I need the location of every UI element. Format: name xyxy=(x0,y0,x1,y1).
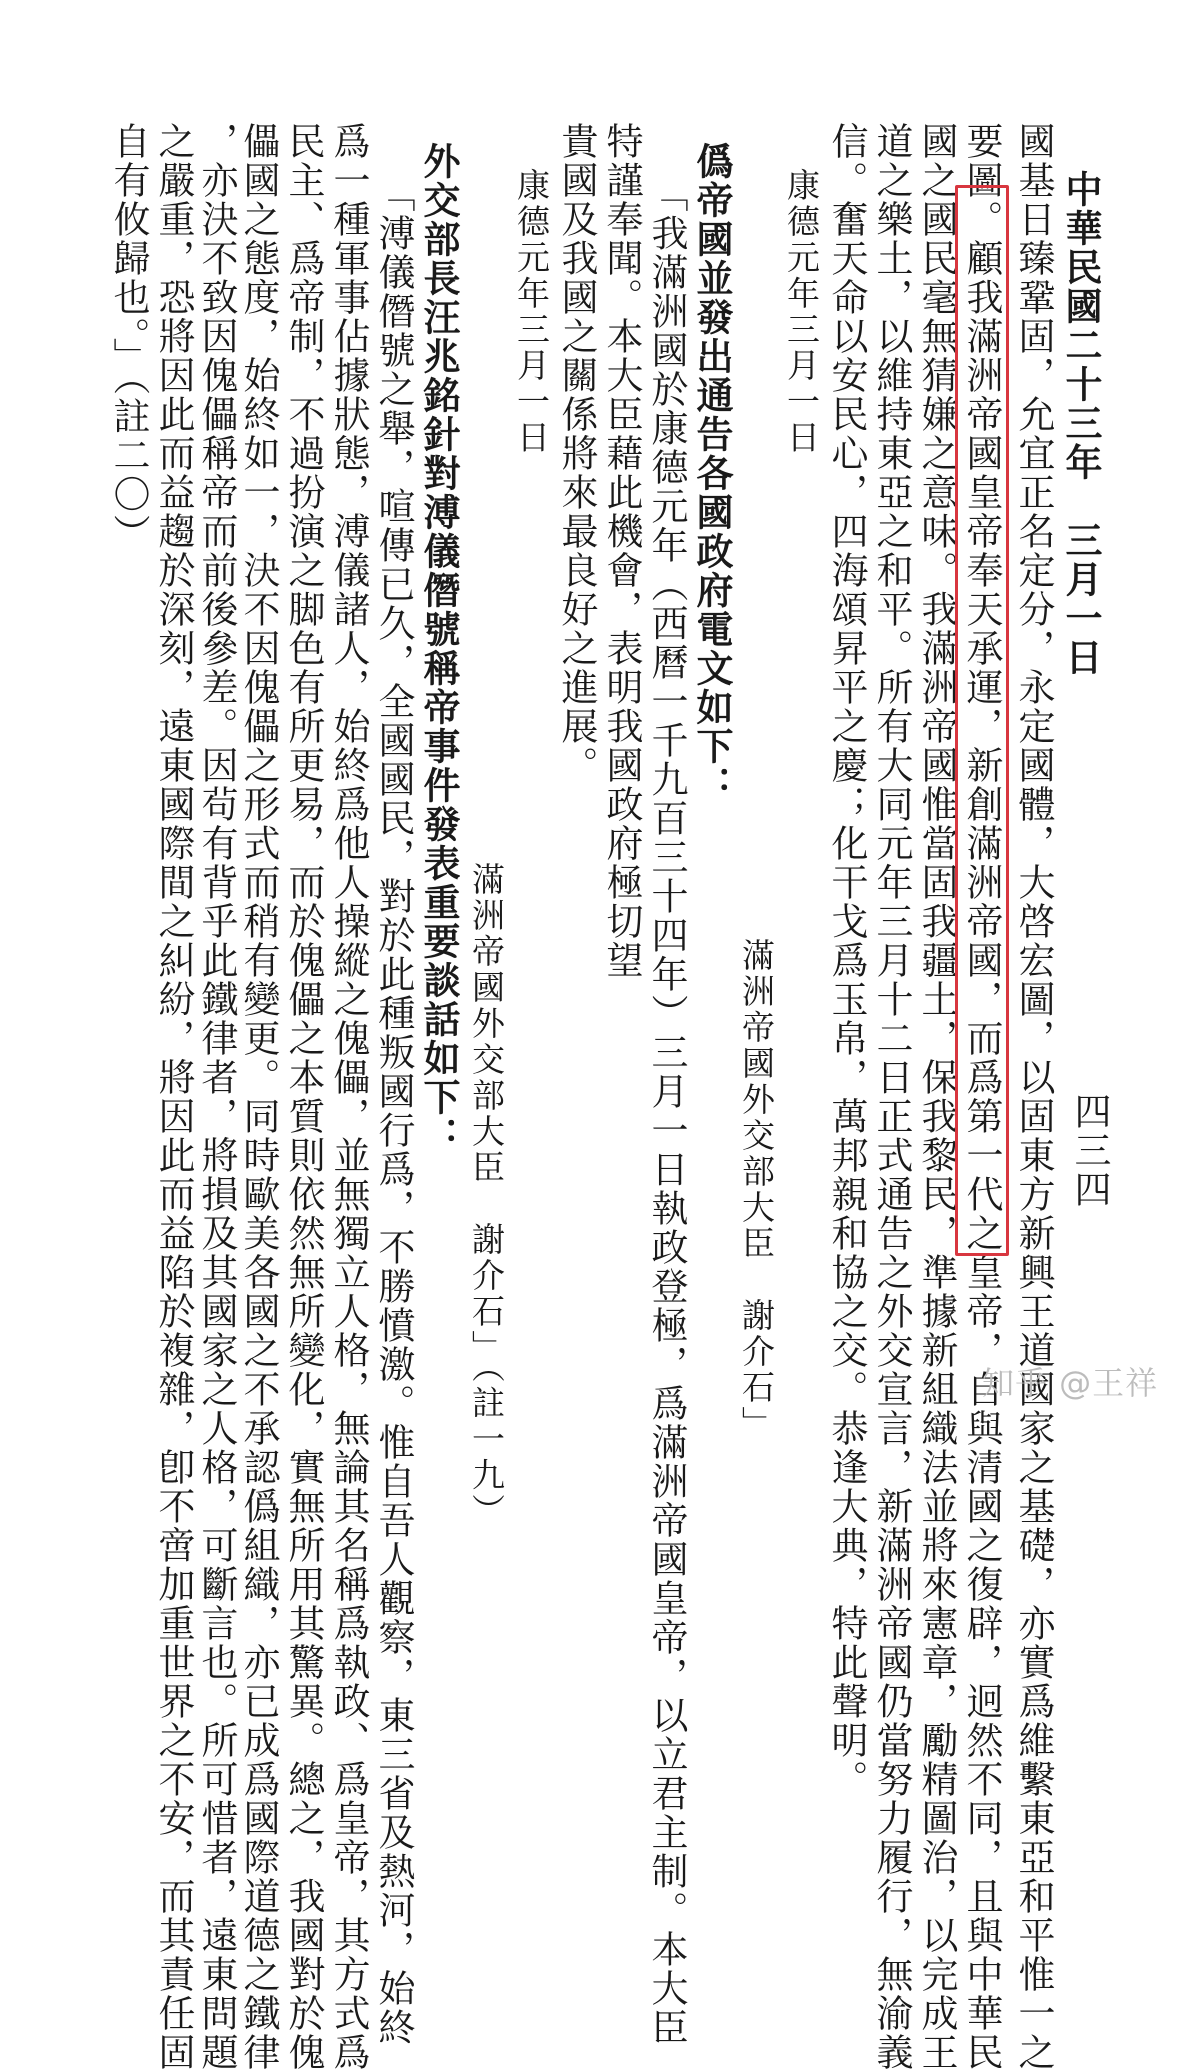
section1-signature: 滿洲帝國外交部大臣 謝介石」 xyxy=(737,938,776,1442)
section2-line-1: 「我滿洲國於康德元年（西曆一千九百三十四年）三月一日執政登極，爲滿洲帝國皇帝，以立君主制。本大臣 xyxy=(645,175,688,2047)
section2-line-3: 貴國及我國之關係將來最良好之進展。 xyxy=(555,122,598,785)
text-line-3: 國之國民毫無猜嫌之意味。我滿洲帝國惟當固我疆土，保我黎民，準據新組織法並將來憲章，勵精圖治，以完成王 xyxy=(915,122,958,2072)
highlight-box xyxy=(955,185,1009,1256)
watermark: 知乎 @王祥 xyxy=(982,1364,1159,1402)
section3-line-6: 之嚴重，恐將因此而益趨於深刻，遠東國際間之糾紛，將因此而益陷於複雜，卽不啻加重世界之不安，而其責任固 xyxy=(152,122,195,2072)
section3-line-3: 民主、爲帝制，不過扮演之脚色有所更易，而於傀儡之本質則依然無所變化，實無所用其驚異。總之，我國對於傀 xyxy=(282,122,325,2072)
section2-heading: 僞帝國並發出通告各國政府電文如下： xyxy=(690,142,734,805)
text-line-2: 要圖。顧我滿洲帝國皇帝奉天承運，新創滿洲帝國，而爲第一代之皇帝，自與清國之復辟，迥然不同，且與中華民 xyxy=(960,122,1003,2072)
section3-line-4: 儡國之態度，始終如一，決不因傀儡之形式而稍有變更。同時歐美各國之不承認僞組織，亦已成爲國際道德之鐵律 xyxy=(237,122,280,2072)
text-line-1: 國基日臻鞏固，允宜正名定分，永定國體，大啓宏圖，以固東方新興王道國家之基礎，亦實爲維繫東亞和平惟一之 xyxy=(1012,122,1055,2072)
page-number: 四三四 xyxy=(1068,1092,1111,1209)
text-line-4: 道之樂土，以維持東亞之和平。所有大同元年三月十二日正式通告之外交宣言，新滿洲帝國仍當努力履行，無渝義 xyxy=(870,122,913,2072)
section2-line-2: 特謹奉聞。本大臣藉此機會，表明我國政府極切望 xyxy=(600,122,643,980)
section1-date: 康德元年三月一日 xyxy=(782,168,821,456)
text-line-5: 信。奮天命以安民心，四海頌昇平之慶；化干戈爲玉帛，萬邦親和協之交。恭逢大典，特此聲明。 xyxy=(825,122,868,1799)
section3-line-1: 「溥儀僭號之舉，喧傳已久，全國國民，對於此種叛國行爲，不勝憤激。惟自吾人觀察，東三省及熱河，始終 xyxy=(372,175,415,2047)
section3-line-7: 自有攸歸也。」（註二〇） xyxy=(107,122,150,553)
section2-signature: 滿洲帝國外交部大臣 謝介石」（註一九） xyxy=(467,862,506,1530)
section2-date: 康德元年三月一日 xyxy=(512,168,551,456)
section3-heading: 外交部長汪兆銘針對溥儀僭號稱帝事件發表重要談話如下： xyxy=(417,142,461,1156)
date-header: 中華民國二十三年 三月一日 xyxy=(1059,170,1103,677)
section3-line-2: 爲一種軍事佔據狀態，溥儀諸人，始終爲他人操縱之傀儡，並無獨立人格，無論其名稱爲執政、爲皇帝，其方式爲 xyxy=(327,122,370,2072)
section3-line-5: ，亦決不致因傀儡稱帝而前後參差。因茍有背乎此鐵律者，將損及其國家之人格，可斷言也。所可惜者，遠東問題 xyxy=(195,122,238,2072)
